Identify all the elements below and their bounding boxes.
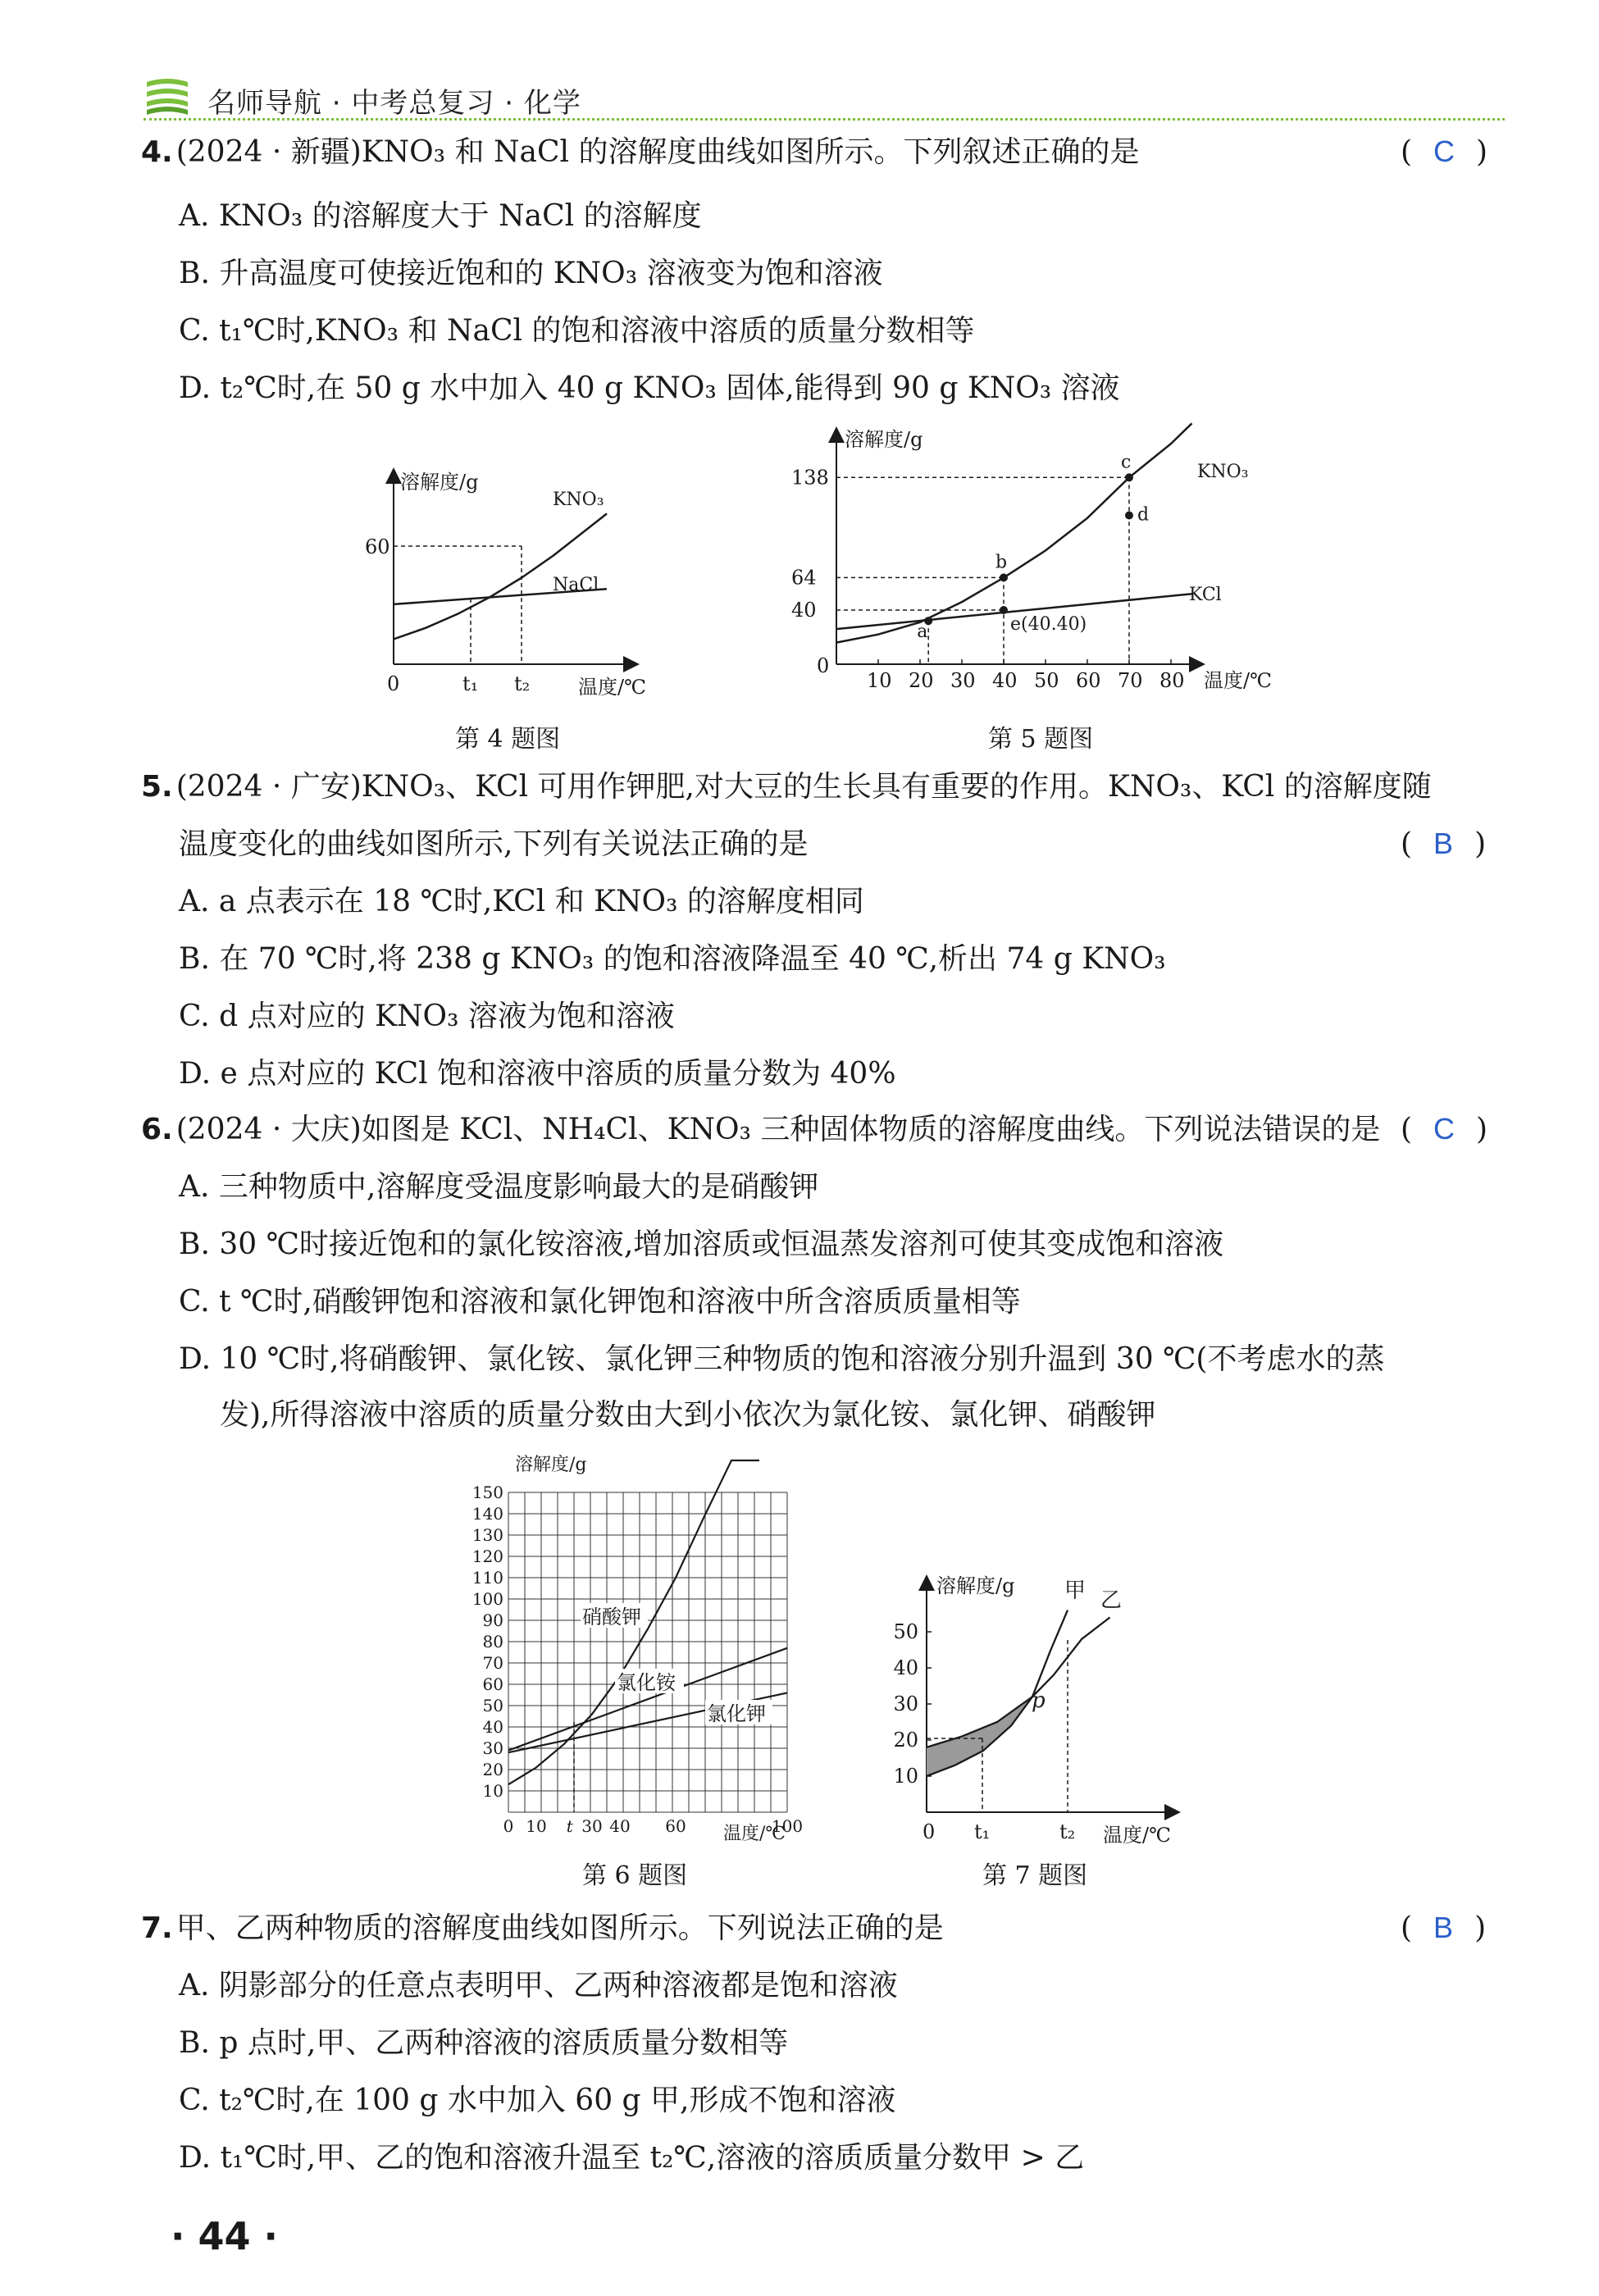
fig6-ytick-120: 120 — [472, 1547, 503, 1566]
fig7-ylabel: 溶解度/g — [936, 1574, 1015, 1597]
fig6-xtick-100: 100 — [771, 1816, 804, 1836]
fig7-xlabel: 温度/℃ — [1103, 1824, 1171, 1847]
q7-option-d: D. t₁℃时,甲、乙的饱和溶液升温至 t₂℃,溶液的溶质质量分数甲 > 乙 — [179, 2141, 1085, 2175]
q7-stem-text: 甲、乙两种物质的溶解度曲线如图所示。下列说法正确的是 — [175, 1911, 944, 1945]
fig6-ytick-110: 110 — [472, 1568, 503, 1588]
q6-stem-text: (2024 · 大庆)如图是 KCl、NH₄Cl、KNO₃ 三种固体物质的溶解度曲线。下列说法错误的是 — [175, 1113, 1381, 1146]
fig7-point-p: p — [1032, 1688, 1046, 1713]
fig5-ytick-40: 40 — [791, 599, 817, 622]
q5-number: 5. — [141, 770, 173, 804]
fig6-xtick-40: 40 — [609, 1816, 631, 1836]
fig7-series-yi — [927, 1617, 1110, 1747]
book-logo-icon — [144, 77, 191, 116]
page-number: · 44 · — [171, 2214, 278, 2258]
fig5-ytick-64: 64 — [791, 566, 817, 590]
fig4-ytick-60: 60 — [365, 535, 390, 558]
q6-option-b: B. 30 ℃时接近饱和的氯化铵溶液,增加溶质或恒温蒸发溶剂可使其变成饱和溶液 — [179, 1228, 1224, 1261]
fig7-ytick-40: 40 — [893, 1656, 918, 1679]
fig5-point-b — [1000, 573, 1008, 581]
fig5-point-label-c: c — [1121, 452, 1132, 473]
fig6-ytick-10: 10 — [482, 1781, 503, 1801]
fig5-xtick-70: 70 — [1118, 669, 1143, 692]
q6-answer-value: C — [1433, 1112, 1456, 1146]
fig5-caption: 第 5 题图 — [988, 725, 1094, 754]
q4-answer-value: C — [1433, 134, 1456, 168]
fig7-legend-yi: 乙 — [1100, 1588, 1123, 1613]
q7-option-c: C. t₂℃时,在 100 g 水中加入 60 g 甲,形成不饱和溶液 — [179, 2084, 896, 2117]
fig6-label-kcl: 氯化钾 — [707, 1702, 766, 1725]
fig5-xtick-30: 30 — [950, 669, 976, 692]
fig4-xlabel: 温度/℃ — [578, 676, 646, 699]
fig5-origin: 0 — [817, 654, 830, 677]
q5-option-a: A. a 点表示在 18 ℃时,KCl 和 KNO₃ 的溶解度相同 — [179, 885, 864, 918]
fig6-xtick-10: 10 — [526, 1816, 547, 1836]
q4-option-a: A. KNO₃ 的溶解度大于 NaCl 的溶解度 — [179, 199, 702, 233]
fig6-caption: 第 6 题图 — [582, 1861, 688, 1890]
q4-option-d: D. t₂℃时,在 50 g 水中加入 40 g KNO₃ 固体,能得到 90 g KNO₃ 溶液 — [179, 371, 1120, 405]
fig5-point-label-d: d — [1137, 504, 1150, 526]
q4-option-c: C. t₁℃时,KNO₃ 和 NaCl 的饱和溶液中溶质的质量分数相等 — [179, 314, 975, 348]
q5-stem-1 — [141, 769, 1432, 804]
q7-number: 7. — [141, 1911, 173, 1945]
fig5-legend-kno3: KNO₃ — [1197, 462, 1249, 482]
fig5-point-d — [1125, 512, 1133, 520]
fig4-legend-kno3: KNO₃ — [553, 490, 604, 510]
q6-option-d-cont: 发),所得溶液中溶质的质量分数由大到小依次为氯化铵、氯化钾、硝酸钾 — [220, 1398, 1156, 1432]
fig4-legend-nacl: NaCl — [553, 575, 599, 595]
fig6-chart — [459, 1447, 836, 1849]
q5-option-b: B. 在 70 ℃时,将 238 g KNO₃ 的饱和溶液降温至 40 ℃,析出 74 g KNO₃ — [179, 942, 1166, 976]
page-header — [144, 75, 1505, 125]
paren-close: ) — [1474, 827, 1487, 861]
fig6-ylabel: 溶解度/g — [515, 1455, 587, 1475]
fig5-point-e — [1000, 606, 1008, 614]
fig5-xtick-60: 60 — [1076, 669, 1101, 692]
fig5-xtick-10: 10 — [867, 669, 892, 692]
q5-stem-text-1: (2024 · 广安)KNO₃、KCl 可用作钾肥,对大豆的生长具有重要的作用。KNO₃、KCl 的溶解度随 — [175, 770, 1432, 804]
fig6-label-kno3: 硝酸钾 — [582, 1606, 641, 1629]
header-divider — [144, 118, 1505, 121]
q4-answer — [1401, 134, 1487, 169]
q6-stem — [141, 1112, 1380, 1147]
header-title: 名师导航 · 中考总复习 · 化学 — [207, 87, 581, 120]
fig5-point-label-a: a — [917, 622, 928, 643]
fig7-ytick-20: 20 — [893, 1729, 918, 1752]
q7-answer-value: B — [1433, 1911, 1454, 1944]
q4-number: 4. — [141, 135, 173, 169]
paren-open: ( — [1401, 135, 1413, 169]
fig4-ylabel: 溶解度/g — [400, 471, 479, 494]
fig6-ytick-40: 40 — [482, 1717, 503, 1737]
fig6-xlabel: 温度/℃ — [723, 1824, 786, 1844]
q6-answer — [1401, 1112, 1487, 1146]
q6-number: 6. — [141, 1113, 173, 1146]
fig7-ytick-50: 50 — [893, 1620, 918, 1643]
fig4-chart — [353, 459, 664, 722]
paren-close: ) — [1474, 1911, 1487, 1945]
paren-open: ( — [1401, 827, 1413, 861]
fig6-ytick-130: 130 — [472, 1525, 503, 1545]
q6-option-d: D. 10 ℃时,将硝酸钾、氯化铵、氯化钾三种物质的饱和溶液分别升温到 30 ℃(不考虑水的蒸 — [179, 1342, 1385, 1376]
fig6-xtick-0: 0 — [503, 1816, 514, 1836]
fig5-point-c — [1125, 473, 1133, 481]
fig6-ytick-150: 150 — [472, 1483, 503, 1502]
fig7-ytick-30: 30 — [893, 1692, 918, 1715]
fig7-chart — [886, 1566, 1230, 1853]
fig6-label-nh4cl: 氯化铵 — [617, 1671, 676, 1694]
fig6-ytick-70: 70 — [482, 1653, 503, 1673]
fig5-y-ticks — [791, 466, 829, 622]
fig5-xtick-40: 40 — [992, 669, 1018, 692]
fig5-point-label-e: e(40.40) — [1010, 614, 1087, 635]
fig7-legend-jia: 甲 — [1064, 1578, 1086, 1603]
fig6-ytick-140: 140 — [472, 1504, 503, 1524]
q6-option-a: A. 三种物质中,溶解度受温度影响最大的是硝酸钾 — [179, 1170, 819, 1204]
fig7-xtick-t2: t₂ — [1059, 1820, 1076, 1843]
q5-answer — [1401, 827, 1486, 861]
fig4-origin: 0 — [387, 672, 400, 695]
q6-option-c: C. t ℃时,硝酸钾饱和溶液和氯化钾饱和溶液中所含溶质质量相等 — [179, 1285, 1021, 1319]
fig5-legend-kcl: KCl — [1189, 585, 1222, 605]
fig4-xtick-t2: t₂ — [514, 672, 531, 695]
fig6-ytick-30: 30 — [482, 1738, 503, 1758]
q5-option-d: D. e 点对应的 KCl 饱和溶液中溶质的质量分数为 40% — [179, 1057, 896, 1091]
q4-stem-text: (2024 · 新疆)KNO₃ 和 NaCl 的溶解度曲线如图所示。下列叙述正确的是 — [175, 135, 1140, 169]
q4-stem — [141, 134, 1139, 170]
fig6-xtick-30: 30 — [581, 1816, 603, 1836]
fig6-ytick-50: 50 — [482, 1696, 503, 1715]
fig6-ytick-90: 90 — [482, 1610, 503, 1630]
q5-option-c: C. d 点对应的 KNO₃ 溶液为饱和溶液 — [179, 1000, 675, 1033]
paren-open: ( — [1401, 1113, 1413, 1146]
fig6-ytick-80: 80 — [482, 1632, 503, 1651]
paren-close: ) — [1476, 135, 1488, 169]
q5-stem-2: 温度变化的曲线如图所示,下列有关说法正确的是 — [179, 827, 809, 861]
q4-option-b: B. 升高温度可使接近饱和的 KNO₃ 溶液变为饱和溶液 — [179, 257, 883, 290]
fig6-ytick-100: 100 — [472, 1589, 503, 1609]
fig7-ytick-10: 10 — [893, 1765, 918, 1788]
fig7-xtick-t1: t₁ — [974, 1820, 991, 1843]
q7-option-b: B. p 点时,甲、乙两种溶液的溶质质量分数相等 — [179, 2026, 789, 2060]
fig6-grid — [508, 1492, 787, 1812]
fig6-ytick-60: 60 — [482, 1674, 503, 1694]
fig4-caption: 第 4 题图 — [455, 725, 561, 754]
fig5-xtick-50: 50 — [1034, 669, 1059, 692]
fig6-y-ticks — [472, 1483, 503, 1801]
q7-answer — [1401, 1911, 1486, 1945]
fig5-xtick-80: 80 — [1159, 669, 1185, 692]
fig5-xlabel: 温度/℃ — [1204, 669, 1272, 692]
paren-close: ) — [1476, 1113, 1488, 1146]
q7-option-a: A. 阴影部分的任意点表明甲、乙两种溶液都是饱和溶液 — [179, 1969, 898, 2002]
fig5-ylabel: 溶解度/g — [845, 428, 923, 451]
fig6-xtick-t: t — [566, 1816, 573, 1836]
fig5-xtick-20: 20 — [909, 669, 934, 692]
fig6-series-nh4cl — [508, 1648, 787, 1751]
fig7-origin: 0 — [922, 1820, 936, 1843]
fig5-point-label-b: b — [995, 552, 1008, 573]
paren-open: ( — [1401, 1911, 1413, 1945]
fig6-xtick-60: 60 — [665, 1816, 686, 1836]
fig5-ytick-138: 138 — [791, 466, 829, 490]
fig7-caption: 第 7 题图 — [982, 1861, 1088, 1890]
fig5-guides — [836, 477, 1129, 664]
fig5-chart — [787, 426, 1296, 713]
fig6-ytick-20: 20 — [482, 1760, 503, 1779]
fig5-points — [917, 452, 1149, 642]
fig4-xtick-t1: t₁ — [462, 672, 479, 695]
q7-stem — [141, 1911, 944, 1946]
q5-answer-value: B — [1433, 827, 1454, 860]
